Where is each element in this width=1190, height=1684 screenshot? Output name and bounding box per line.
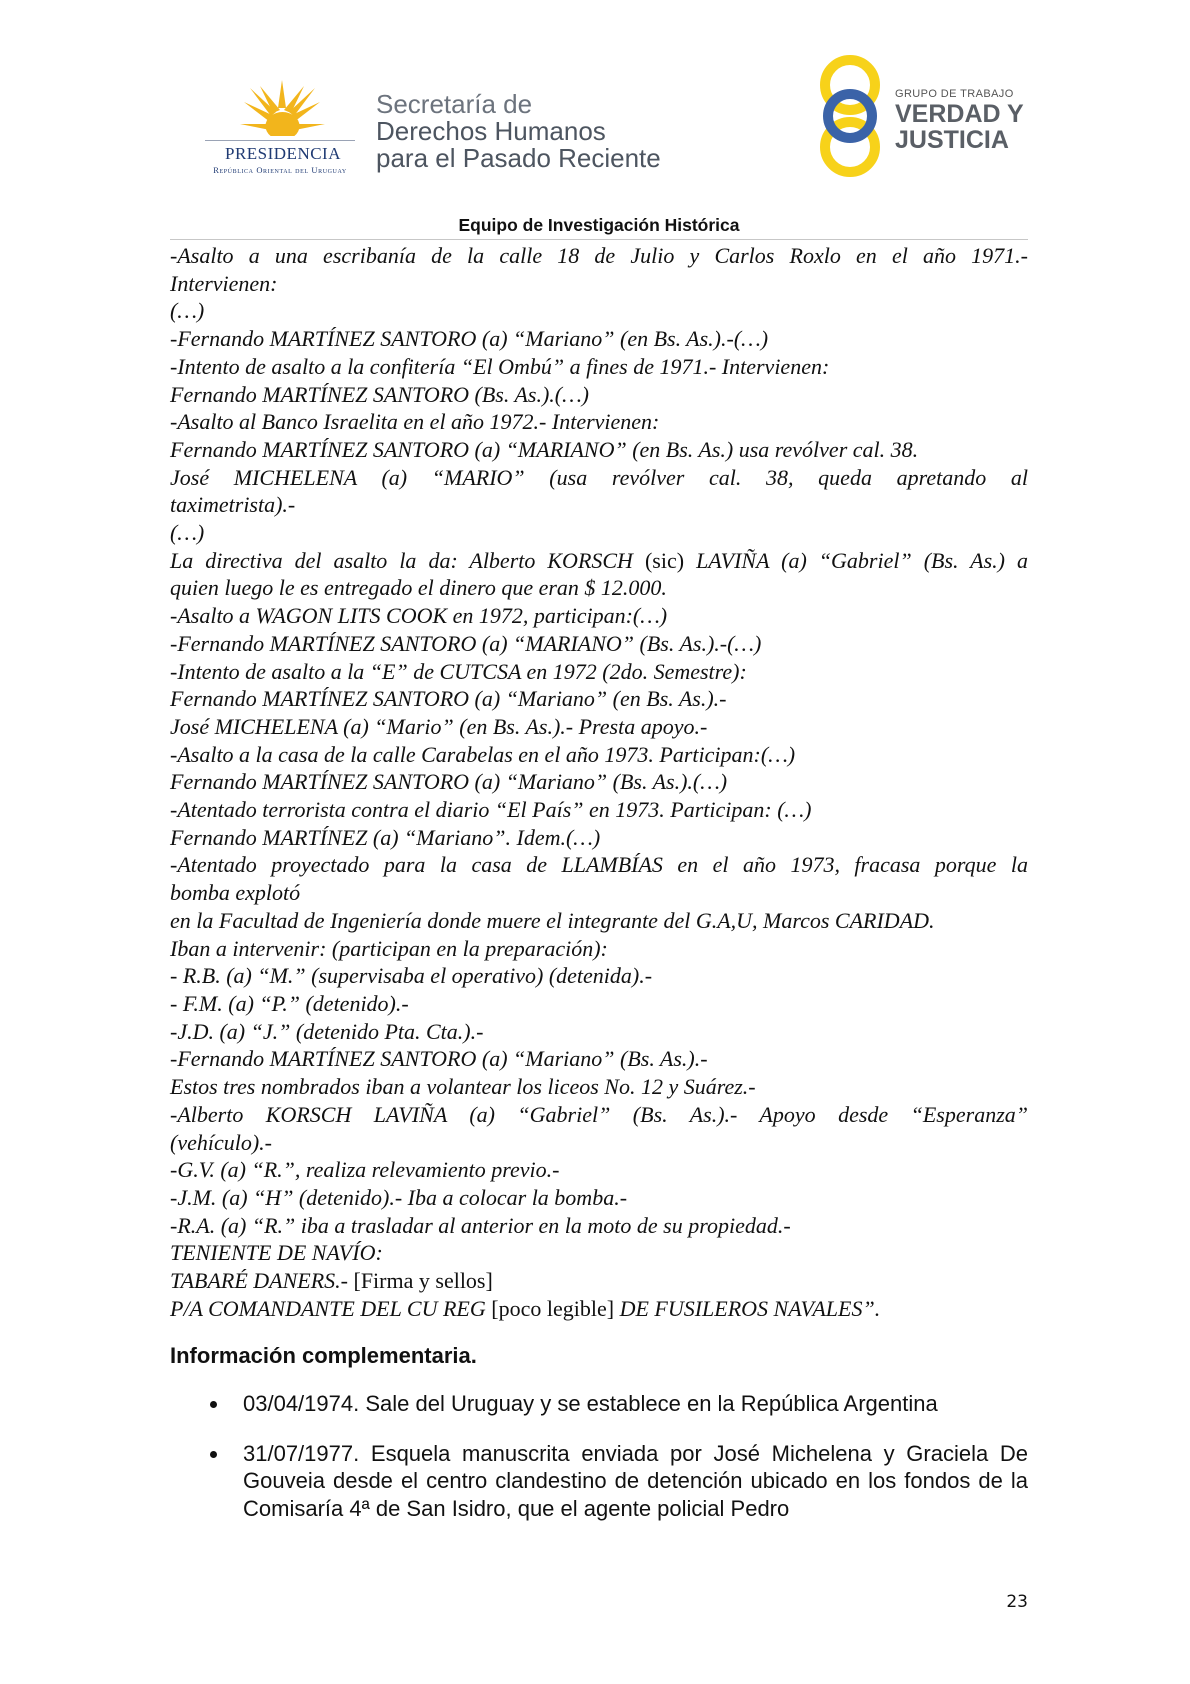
body-line: Estos tres nombrados iban a volantear los liceos No. 12 y Suárez.- (170, 1074, 756, 1100)
editor-note: (sic) (644, 547, 685, 573)
verdad-justicia-logo (815, 55, 1035, 180)
secretaria-name (376, 90, 661, 172)
body-line: -Asalto a la casa de la calle Carabelas en el año 1973. Participan:(…) (170, 741, 796, 767)
list-item (170, 1390, 1028, 1418)
section-title: Información complementaria. (170, 1343, 477, 1368)
body-line: - F.M. (a) “P.” (detenido).- (170, 990, 409, 1016)
bullet-icon (210, 1451, 217, 1458)
interlocked-rings-icon (815, 55, 885, 180)
presidencia-divider (205, 140, 355, 141)
body-line: Fernando MARTÍNEZ SANTORO (a) “MARIANO” (en Bs. As.) usa revólver cal. 38. (170, 436, 919, 462)
editor-note: [poco legible] (491, 1295, 615, 1321)
team-title: Equipo de Investigación Histórica (458, 215, 740, 235)
body-line: Iban a intervenir: (participan en la preparación): (170, 935, 608, 961)
body-fragment: La directiva del asalto la da: Alberto KORSCH (170, 547, 645, 573)
presidencia-title: PRESIDENCIA (224, 144, 341, 163)
presidencia-logo (195, 78, 365, 178)
justicia-line: JUSTICIA (895, 126, 1009, 154)
body-line: Fernando MARTÍNEZ (a) “Mariano”. Idem.(…) (170, 824, 601, 850)
header-divider (170, 239, 1028, 240)
verdad-justicia-title (895, 101, 1024, 153)
body-line: (…) (170, 520, 205, 546)
sun-emblem-icon (240, 78, 325, 148)
body-line: taximetrista).- (170, 492, 296, 518)
body-line: -Asalto al Banco Israelita en el año 1972.- Intervienen: (170, 409, 660, 435)
body-line: Fernando MARTÍNEZ SANTORO (a) “Mariano” (en Bs. As.).- (170, 686, 727, 712)
body-line: -Atentado proyectado para la casa de LLAMBÍAS en el año 1973, fracasa porque la (170, 852, 1028, 878)
presidencia-subtitle: República Oriental del Uruguay (213, 165, 347, 175)
body-line: -R.A. (a) “R.” iba a trasladar al anterior en la moto de su propiedad.- (170, 1212, 791, 1238)
list-item-text: 03/04/1974. Sale del Uruguay y se establece en la República Argentina (243, 1391, 938, 1416)
body-line: (vehículo).- (170, 1129, 272, 1155)
body-line: TENIENTE DE NAVÍO: (170, 1240, 383, 1266)
body-line: -Asalto a una escribanía de la calle 18 de Julio y Carlos Roxlo en el año 1971.- (170, 243, 1028, 268)
secretaria-line-1: Secretaría de (376, 89, 533, 119)
body-line: -J.M. (a) “H” (detenido).- Iba a colocar la bomba.- (170, 1184, 628, 1210)
body-line (170, 1295, 1028, 1323)
body-line (170, 547, 1028, 575)
complementary-list (170, 1390, 1028, 1544)
secretaria-line-3: para el Pasado Reciente (376, 143, 661, 173)
body-line: -Intento de asalto a la confitería “El Ombú” a fines de 1971.- Intervienen: (170, 353, 830, 379)
body-line: -Fernando MARTÍNEZ SANTORO (a) “Mariano” (Bs. As.).- (170, 1046, 708, 1072)
body-fragment: LAVIÑA (a) “Gabriel” (Bs. As.) a (684, 547, 1029, 573)
secretaria-line-2: Derechos Humanos (376, 116, 606, 146)
page-number: 23 (1006, 1592, 1028, 1612)
editor-note: [Firma y sellos] (353, 1268, 493, 1294)
body-line: -Fernando MARTÍNEZ SANTORO (a) “Mariano” (en Bs. As.).-(…) (170, 326, 769, 352)
list-item (170, 1440, 1028, 1523)
body-line: -J.D. (a) “J.” (detenido Pta. Cta.).- (170, 1018, 484, 1044)
body-line: -Alberto KORSCH LAVIÑA (a) “Gabriel” (Bs. As.).- Apoyo desde “Esperanza” (170, 1101, 1028, 1127)
list-item-text: 31/07/1977. Esquela manuscrita enviada por José Michelena y Graciela De Gouveia desde el centro clandestino de detención ubicado en los fondos de la Comisaría 4ª de San Isidro, que el agente policial Pedro (243, 1440, 1028, 1521)
body-line: -Asalto a WAGON LITS COOK en 1972, participan:(…) (170, 603, 668, 629)
body-line: (…) (170, 298, 205, 324)
verdad-line: VERDAD Y (895, 100, 1024, 128)
body-line: -Intento de asalto a la “E” de CUTCSA en 1972 (2do. Semestre): (170, 658, 747, 684)
body-fragment: P/A COMANDANTE DEL CU REG (170, 1295, 492, 1321)
body-line: -Fernando MARTÍNEZ SANTORO (a) “MARIANO” (Bs. As.).-(…) (170, 630, 762, 656)
body-line: - R.B. (a) “M.” (supervisaba el operativo) (detenida).- (170, 963, 653, 989)
body-line (170, 1267, 1028, 1295)
body-fragment: DE FUSILEROS NAVALES”. (614, 1295, 881, 1321)
document-body (170, 242, 1028, 1322)
body-line: -Atentado terrorista contra el diario “El País” en 1973. Participan: (…) (170, 797, 812, 823)
bullet-icon (210, 1401, 217, 1408)
body-fragment: TABARÉ DANERS.- (170, 1268, 354, 1294)
grupo-label: GRUPO DE TRABAJO (895, 88, 1014, 100)
body-line: quien luego le es entregado el dinero que eran $ 12.000. (170, 575, 667, 601)
body-line: José MICHELENA (a) “Mario” (en Bs. As.).- Presta apoyo.- (170, 713, 708, 739)
body-line: en la Facultad de Ingeniería donde muere el integrante del G.A,U, Marcos CARIDAD. (170, 907, 935, 933)
body-line: -G.V. (a) “R.”, realiza relevamiento previo.- (170, 1157, 560, 1183)
body-line: José MICHELENA (a) “MARIO” (usa revólver cal. 38, queda apretando al (170, 464, 1028, 490)
body-line: bomba explotó (170, 880, 301, 906)
body-line: Intervienen: (170, 270, 278, 296)
body-line: Fernando MARTÍNEZ SANTORO (Bs. As.).(…) (170, 381, 590, 407)
body-line: Fernando MARTÍNEZ SANTORO (a) “Mariano” (Bs. As.).(…) (170, 769, 728, 795)
